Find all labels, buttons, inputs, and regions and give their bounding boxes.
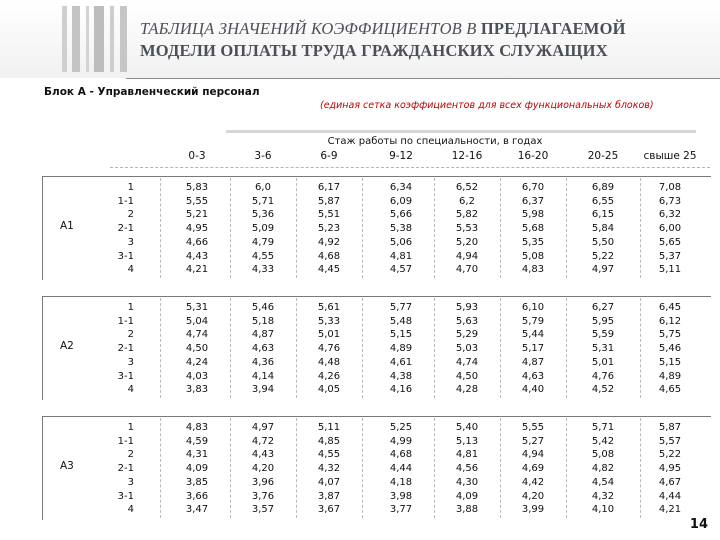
- grade-label: 3-1: [117, 250, 134, 262]
- coefficient-cell: 4,99: [389, 435, 413, 447]
- coefficient-cell: 4,65: [658, 384, 682, 396]
- coefficient-cell: 5,87: [317, 195, 341, 207]
- coefficient-cell: 3,76: [251, 490, 275, 502]
- coefficient-cell: 7,08: [658, 182, 682, 193]
- header-divider: [110, 167, 710, 168]
- grade-label: 3: [127, 476, 134, 488]
- coefficient-cell: 5,08: [591, 449, 615, 461]
- column-separator: [296, 418, 297, 518]
- coefficient-cell: 4,69: [521, 463, 545, 475]
- coefficient-cell: 5,09: [251, 223, 275, 235]
- coefficient-cell: 5,03: [455, 343, 479, 355]
- coefficient-cell: 4,38: [389, 370, 413, 382]
- column-separator: [434, 418, 435, 518]
- column-separator: [434, 298, 435, 398]
- coefficient-cell: 3,47: [185, 504, 209, 516]
- coefficient-cell: 4,74: [455, 356, 479, 368]
- coefficient-cell: 5,83: [185, 182, 209, 193]
- coefficient-cell: 3,85: [185, 476, 209, 488]
- coefficient-cell: 3,66: [185, 490, 209, 502]
- title-line2: МОДЕЛИ ОПЛАТЫ ТРУДА ГРАЖДАНСКИХ СЛУЖАЩИХ: [140, 41, 608, 60]
- coefficient-cell: 3,57: [251, 504, 275, 516]
- coefficient-cell: 5,48: [389, 315, 413, 327]
- coefficient-cell: 3,83: [185, 384, 209, 396]
- column-separator: [230, 178, 231, 278]
- coefficient-cell: 5,15: [389, 329, 413, 341]
- coefficient-cell: 3,98: [389, 490, 413, 502]
- coefficient-cell: 4,76: [317, 343, 341, 355]
- column-separator: [566, 178, 567, 278]
- column-separator: [296, 178, 297, 278]
- coefficient-cell: 5,71: [251, 195, 275, 207]
- column-header: 6-9: [320, 150, 338, 162]
- coefficient-cell: 4,20: [521, 490, 545, 502]
- coefficient-cell: 4,56: [455, 463, 479, 475]
- column-separator: [566, 418, 567, 518]
- coefficient-cell: 3,99: [521, 504, 545, 516]
- coefficient-cell: 4,50: [455, 370, 479, 382]
- coefficient-cell: 5,06: [389, 236, 413, 248]
- coefficient-cell: 4,76: [591, 370, 615, 382]
- coefficient-cell: 4,16: [389, 384, 413, 396]
- coefficient-cell: 6,32: [658, 209, 682, 221]
- block-label: Блок А - Управленческий персонал: [44, 86, 260, 98]
- grade-label: 1: [127, 182, 134, 193]
- page-number: 14: [689, 517, 708, 532]
- decor-stripe: [120, 6, 127, 72]
- coefficient-cell: 5,35: [521, 236, 545, 248]
- coefficient-cell: 4,83: [521, 264, 545, 276]
- column-header: 0-3: [188, 150, 206, 162]
- coefficient-cell: 4,45: [317, 264, 341, 276]
- coefficient-cell: 4,42: [521, 476, 545, 488]
- grade-label: 4: [127, 384, 134, 396]
- coefficient-cell: 3,77: [389, 504, 413, 516]
- coefficient-cell: 6,73: [658, 195, 682, 207]
- coefficient-cell: 4,97: [591, 264, 615, 276]
- coefficient-cell: 4,66: [185, 236, 209, 248]
- column-separator: [362, 418, 363, 518]
- coefficient-cell: 5,84: [591, 223, 615, 235]
- coefficient-cell: 5,50: [591, 236, 615, 248]
- group-name: А1: [60, 220, 74, 232]
- column-separator: [160, 418, 161, 518]
- coefficient-cell: 4,89: [658, 370, 682, 382]
- coefficient-cell: 6,17: [317, 182, 341, 193]
- coefficient-cell: 4,67: [658, 476, 682, 488]
- coefficient-cell: 5,36: [251, 209, 275, 221]
- coefficient-cell: 6,27: [591, 302, 615, 313]
- column-separator: [160, 178, 161, 278]
- coefficient-cell: 5,22: [658, 449, 682, 461]
- grade-label: 3: [127, 356, 134, 368]
- coefficient-cell: 5,53: [455, 223, 479, 235]
- coefficient-cell: 4,95: [185, 223, 209, 235]
- coefficient-cell: 5,77: [389, 302, 413, 313]
- coefficient-cell: 5,15: [658, 356, 682, 368]
- column-separator: [362, 178, 363, 278]
- page-title: [140, 18, 700, 62]
- column-separator: [640, 418, 641, 518]
- column-header: 20-25: [587, 150, 619, 162]
- coefficient-cell: 6,70: [521, 182, 545, 193]
- coefficient-cell: 4,70: [455, 264, 479, 276]
- column-separator: [566, 298, 567, 398]
- coefficient-cell: 5,55: [185, 195, 209, 207]
- coefficient-cell: 4,87: [251, 329, 275, 341]
- coefficient-cell: 4,55: [251, 250, 275, 262]
- coefficient-cell: 5,01: [317, 329, 341, 341]
- coefficient-cell: 4,44: [389, 463, 413, 475]
- coefficient-cell: 4,43: [185, 250, 209, 262]
- group-name: А2: [60, 340, 74, 352]
- grade-label: 1-1: [117, 435, 134, 447]
- coefficient-cell: 4,52: [591, 384, 615, 396]
- coefficient-cell: 3,67: [317, 504, 341, 516]
- coefficient-cell: 4,85: [317, 435, 341, 447]
- decor-stripe: [62, 6, 67, 72]
- grade-label: 3-1: [117, 490, 134, 502]
- column-separator: [500, 418, 501, 518]
- grade-label: 2-1: [117, 463, 134, 475]
- coefficient-cell: 4,74: [185, 329, 209, 341]
- coefficient-cell: 3,87: [317, 490, 341, 502]
- coefficient-cell: 5,65: [658, 236, 682, 248]
- column-separator: [362, 298, 363, 398]
- coefficient-cell: 4,97: [251, 422, 275, 433]
- column-separator: [500, 178, 501, 278]
- grade-label: 1-1: [117, 195, 134, 207]
- coefficient-cell: 6,12: [658, 315, 682, 327]
- subtitle: (единая сетка коэффициентов для всех функциональных блоков): [320, 100, 654, 111]
- coefficient-cell: 4,18: [389, 476, 413, 488]
- coefficient-cell: 5,25: [389, 422, 413, 433]
- stage-title: Стаж работы по специальности, в годах: [327, 136, 543, 147]
- coefficient-cell: 4,72: [251, 435, 275, 447]
- coefficient-cell: 5,37: [658, 250, 682, 262]
- coefficient-cell: 3,96: [251, 476, 275, 488]
- decor-stripe: [94, 6, 104, 72]
- coefficient-cell: 5,42: [591, 435, 615, 447]
- coefficient-cell: 4,21: [658, 504, 682, 516]
- coefficient-cell: 4,03: [185, 370, 209, 382]
- coefficient-cell: 5,46: [251, 302, 275, 313]
- column-header: 9-12: [389, 150, 413, 162]
- coefficient-cell: 5,31: [591, 343, 615, 355]
- coefficient-cell: 4,40: [521, 384, 545, 396]
- coefficient-cell: 4,05: [317, 384, 341, 396]
- grade-label: 2-1: [117, 343, 134, 355]
- coefficient-cell: 5,40: [455, 422, 479, 433]
- column-header: 12-16: [451, 150, 483, 162]
- coefficient-cell: 6,09: [389, 195, 413, 207]
- coefficient-cell: 5,22: [591, 250, 615, 262]
- coefficient-cell: 5,51: [317, 209, 341, 221]
- column-separator: [296, 298, 297, 398]
- column-separator: [160, 298, 161, 398]
- coefficient-cell: 4,92: [317, 236, 341, 248]
- coefficient-cell: 4,48: [317, 356, 341, 368]
- coefficient-cell: 5,17: [521, 343, 545, 355]
- coefficient-cell: 5,08: [521, 250, 545, 262]
- coefficient-cell: 4,95: [658, 463, 682, 475]
- header-band: [226, 130, 696, 133]
- coefficient-cell: 4,87: [521, 356, 545, 368]
- coefficient-cell: 5,71: [591, 422, 615, 433]
- coefficient-cell: 5,46: [658, 343, 682, 355]
- coefficient-cell: 4,30: [455, 476, 479, 488]
- coefficient-cell: 6,89: [591, 182, 615, 193]
- coefficient-cell: 4,20: [251, 463, 275, 475]
- coefficient-cell: 4,07: [317, 476, 341, 488]
- coefficient-cell: 4,24: [185, 356, 209, 368]
- coefficient-cell: 4,94: [455, 250, 479, 262]
- coefficient-cell: 5,04: [185, 315, 209, 327]
- coefficient-cell: 5,98: [521, 209, 545, 221]
- coefficient-cell: 5,13: [455, 435, 479, 447]
- coefficient-cell: 4,81: [455, 449, 479, 461]
- coefficient-cell: 5,79: [521, 315, 545, 327]
- coefficient-cell: 4,21: [185, 264, 209, 276]
- row-group: [0, 416, 720, 519]
- coefficient-cell: 4,28: [455, 384, 479, 396]
- coefficient-cell: 4,26: [317, 370, 341, 382]
- coefficient-cell: 6,2: [459, 195, 475, 207]
- grade-label: 3-1: [117, 370, 134, 382]
- coefficient-cell: 4,59: [185, 435, 209, 447]
- coefficient-cell: 3,94: [251, 384, 275, 396]
- coefficient-cell: 4,33: [251, 264, 275, 276]
- coefficient-cell: 5,68: [521, 223, 545, 235]
- coefficient-cell: 4,32: [591, 490, 615, 502]
- coefficient-cell: 4,10: [591, 504, 615, 516]
- coefficient-cell: 4,82: [591, 463, 615, 475]
- coefficient-cell: 5,21: [185, 209, 209, 221]
- coefficient-cell: 5,20: [455, 236, 479, 248]
- coefficient-cell: 5,11: [317, 422, 341, 433]
- coefficient-cell: 4,36: [251, 356, 275, 368]
- coefficient-cell: 5,27: [521, 435, 545, 447]
- coefficient-cell: 5,33: [317, 315, 341, 327]
- coefficient-cell: 4,83: [185, 422, 209, 433]
- coefficient-cell: 6,15: [591, 209, 615, 221]
- coefficient-cell: 5,57: [658, 435, 682, 447]
- coefficient-cell: 4,57: [389, 264, 413, 276]
- decor-stripe: [110, 6, 114, 72]
- coefficient-cell: 5,55: [521, 422, 545, 433]
- coefficient-cell: 6,34: [389, 182, 413, 193]
- coefficient-cell: 5,18: [251, 315, 275, 327]
- coefficient-cell: 5,38: [389, 223, 413, 235]
- coefficient-cell: 6,10: [521, 302, 545, 313]
- decor-stripe: [72, 6, 80, 72]
- coefficient-cell: 5,95: [591, 315, 615, 327]
- coefficient-cell: 4,68: [317, 250, 341, 262]
- column-header: свыше 25: [643, 150, 697, 162]
- coefficient-cell: 4,63: [521, 370, 545, 382]
- grade-label: 1-1: [117, 315, 134, 327]
- grade-label: 1: [127, 422, 134, 433]
- title-line1-bold: ПРЕДЛАГАЕМОЙ: [480, 19, 626, 38]
- title-bar: [0, 0, 720, 78]
- grade-label: 2-1: [117, 223, 134, 235]
- coefficient-cell: 4,09: [185, 463, 209, 475]
- coefficient-cell: 4,09: [455, 490, 479, 502]
- column-separator: [640, 298, 641, 398]
- coefficient-cell: 6,37: [521, 195, 545, 207]
- column-separator: [230, 418, 231, 518]
- column-separator: [500, 298, 501, 398]
- column-separator: [640, 178, 641, 278]
- coefficient-cell: 3,88: [455, 504, 479, 516]
- coefficient-cell: 4,79: [251, 236, 275, 248]
- coefficient-cell: 4,50: [185, 343, 209, 355]
- coefficient-cell: 5,29: [455, 329, 479, 341]
- coefficient-cell: 4,31: [185, 449, 209, 461]
- coefficient-cell: 4,89: [389, 343, 413, 355]
- coefficient-cell: 5,87: [658, 422, 682, 433]
- coefficient-cell: 5,23: [317, 223, 341, 235]
- coefficient-cell: 6,55: [591, 195, 615, 207]
- coefficient-cell: 5,93: [455, 302, 479, 313]
- coefficient-cell: 5,59: [591, 329, 615, 341]
- coefficient-cell: 4,81: [389, 250, 413, 262]
- coefficient-cell: 4,43: [251, 449, 275, 461]
- coefficient-cell: 6,0: [255, 182, 271, 193]
- grade-label: 2: [127, 449, 134, 461]
- grade-label: 4: [127, 264, 134, 276]
- row-group: [0, 296, 720, 399]
- coefficient-cell: 5,11: [658, 264, 682, 276]
- column-header: 3-6: [254, 150, 272, 162]
- column-separator: [230, 298, 231, 398]
- coefficient-cell: 4,14: [251, 370, 275, 382]
- coefficient-cell: 4,55: [317, 449, 341, 461]
- grade-label: 4: [127, 504, 134, 516]
- coefficient-cell: 5,82: [455, 209, 479, 221]
- grade-label: 3: [127, 236, 134, 248]
- coefficient-cell: 5,63: [455, 315, 479, 327]
- group-name: А3: [60, 460, 74, 472]
- column-header: 16-20: [517, 150, 549, 162]
- coefficient-cell: 5,01: [591, 356, 615, 368]
- coefficient-cell: 6,00: [658, 223, 682, 235]
- coefficient-cell: 5,61: [317, 302, 341, 313]
- decor-stripe: [86, 6, 89, 72]
- coefficient-cell: 4,44: [658, 490, 682, 502]
- column-separator: [434, 178, 435, 278]
- grade-label: 1: [127, 302, 134, 313]
- grade-label: 2: [127, 209, 134, 221]
- coefficient-cell: 6,52: [455, 182, 479, 193]
- coefficient-cell: 4,63: [251, 343, 275, 355]
- coefficient-cell: 4,61: [389, 356, 413, 368]
- coefficient-cell: 5,66: [389, 209, 413, 221]
- title-divider: [126, 78, 720, 79]
- coefficient-cell: 6,45: [658, 302, 682, 313]
- coefficient-cell: 4,94: [521, 449, 545, 461]
- row-group: [0, 176, 720, 279]
- coefficient-cell: 5,44: [521, 329, 545, 341]
- coefficient-cell: 4,68: [389, 449, 413, 461]
- grade-label: 2: [127, 329, 134, 341]
- coefficient-cell: 4,54: [591, 476, 615, 488]
- coefficient-cell: 5,75: [658, 329, 682, 341]
- coefficient-cell: 5,31: [185, 302, 209, 313]
- coefficient-cell: 4,32: [317, 463, 341, 475]
- title-line1-italic: ТАБЛИЦА ЗНАЧЕНИЙ КОЭФФИЦИЕНТОВ В: [140, 19, 477, 38]
